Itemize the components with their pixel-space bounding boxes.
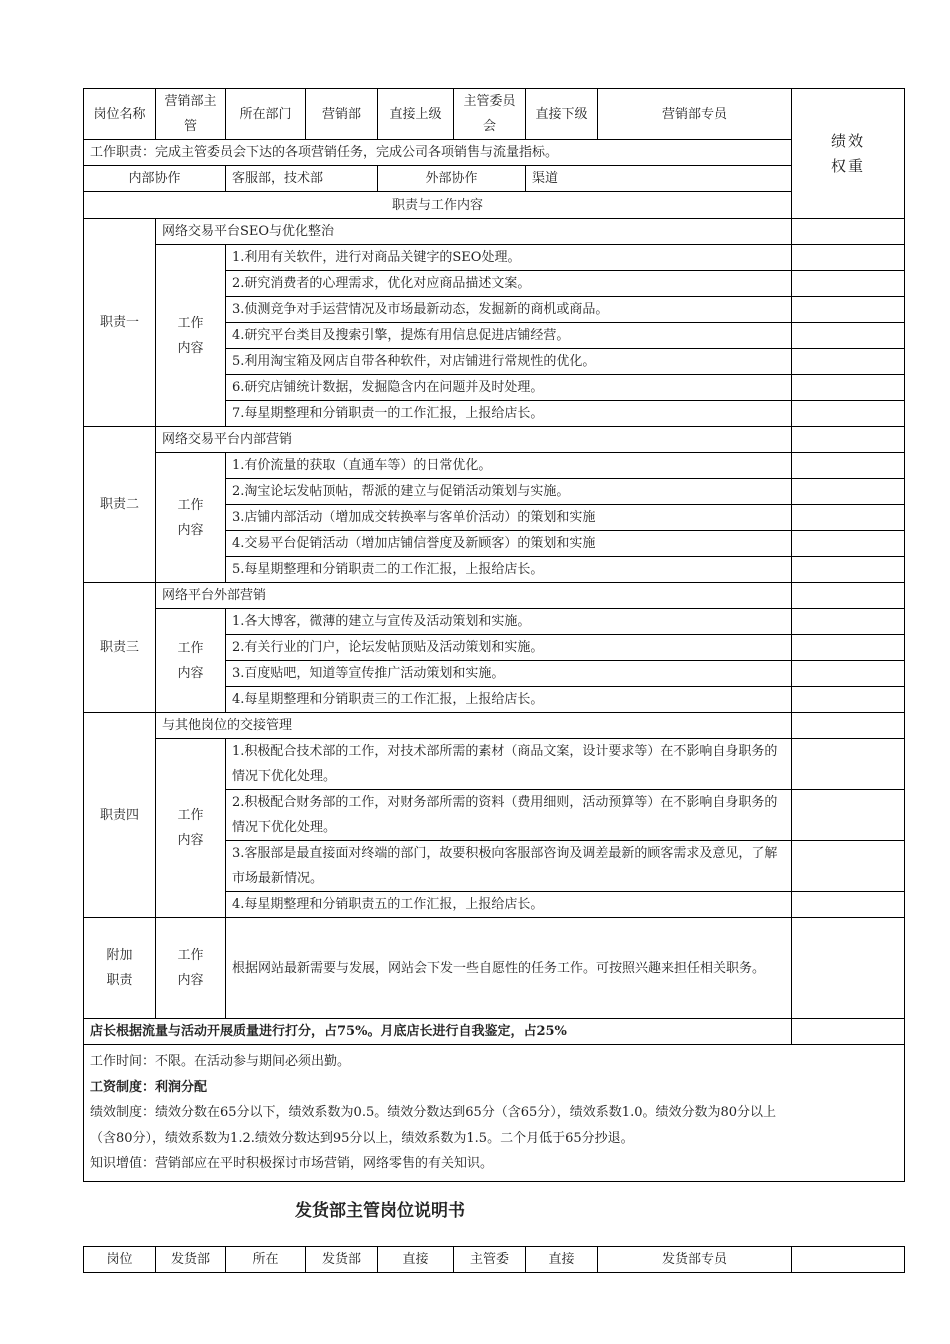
- weight-cell: [792, 557, 905, 583]
- weight-cell: [792, 790, 905, 841]
- weight-cell: [792, 453, 905, 479]
- weight-cell: [792, 918, 905, 1019]
- duty-summary: 工作职责：完成主管委员会下达的各项营销任务，完成公司各项销售与流量指标。: [84, 140, 792, 166]
- weight-label: 绩效 权重: [792, 89, 905, 219]
- weight-cell: [792, 271, 905, 297]
- superior-label: 直接: [378, 1247, 454, 1273]
- duty-item: 7.每星期整理和分销职责一的工作汇报，上报给店长。: [226, 401, 792, 427]
- subordinate-label: 直接: [526, 1247, 598, 1273]
- job-description-table-shipping: [83, 1246, 905, 1273]
- weight-cell: [792, 739, 905, 790]
- weight-cell: [792, 892, 905, 918]
- weight-cell: [792, 245, 905, 271]
- post-value: 营销部主管: [156, 89, 226, 140]
- external-collab-label: 外部协作: [378, 166, 526, 192]
- superior-value: 主管委: [454, 1247, 526, 1273]
- dept-label: 所在部门: [226, 89, 306, 140]
- duty-name: 职责二: [84, 427, 156, 583]
- duty-item: 4.每星期整理和分销职责五的工作汇报，上报给店长。: [226, 892, 792, 918]
- dept-value: 发货部: [306, 1247, 378, 1273]
- post-value: 发货部: [156, 1247, 226, 1273]
- duty-name: 职责一: [84, 219, 156, 427]
- duty-item: 3.侦测竞争对手运营情况及市场最新动态，发掘新的商机或商品。: [226, 297, 792, 323]
- weight-cell: [792, 1019, 905, 1045]
- post-label: 岗位: [84, 1247, 156, 1273]
- subordinate-value: 营销部专员: [598, 89, 792, 140]
- work-content-label: 工作 内容: [156, 739, 226, 918]
- duty-item: 2.有关行业的门户，论坛发帖顶贴及活动策划和实施。: [226, 635, 792, 661]
- salary-system: 工资制度：利润分配: [90, 1079, 208, 1095]
- extra-work-label: 工作 内容: [156, 918, 226, 1019]
- duty-item: 3.店铺内部活动（增加成交转换率与客单价活动）的策划和实施: [226, 505, 792, 531]
- superior-label: 直接上级: [378, 89, 454, 140]
- weight-cell: [792, 661, 905, 687]
- dept-label: 所在: [226, 1247, 306, 1273]
- duty-item: 2.积极配合财务部的工作，对财务部所需的资料（费用细则，活动预算等）在不影响自身职务的情况下优化处理。: [226, 790, 792, 841]
- weight-cell: [792, 1247, 905, 1273]
- duty-item: 6.研究店铺统计数据，发掘隐含内在问题并及时处理。: [226, 375, 792, 401]
- duty-item: 1.有价流量的获取（直通车等）的日常优化。: [226, 453, 792, 479]
- extra-duty-content: 根据网站最新需要与发展，网站会下发一些自愿性的任务工作。可按照兴趣来担任相关职务。: [226, 918, 792, 1019]
- duty-name: 职责四: [84, 713, 156, 918]
- scoring-rule: 店长根据流量与活动开展质量进行打分，占75%。月底店长进行自我鉴定，占25%: [84, 1019, 792, 1045]
- work-content-label: 工作 内容: [156, 245, 226, 427]
- weight-cell: [792, 505, 905, 531]
- weight-cell: [792, 323, 905, 349]
- duty-item: 5.利用淘宝箱及网店自带各种软件，对店铺进行常规性的优化。: [226, 349, 792, 375]
- weight-cell: [792, 531, 905, 557]
- policy-notes: [84, 1045, 905, 1182]
- internal-collab-value: 客服部，技术部: [226, 166, 378, 192]
- duty-item: 5.每星期整理和分销职责二的工作汇报，上报给店长。: [226, 557, 792, 583]
- external-collab-value: 渠道: [526, 166, 792, 192]
- duty-item: 1.利用有关软件，进行对商品关键字的SEO处理。: [226, 245, 792, 271]
- weight-cell: [792, 609, 905, 635]
- superior-value: 主管委员会: [454, 89, 526, 140]
- duty-item: 3.百度贴吧，知道等宣传推广活动策划和实施。: [226, 661, 792, 687]
- weight-cell: [792, 635, 905, 661]
- section-title: 职责与工作内容: [84, 192, 792, 219]
- work-time: 工作时间：不限。在活动参与期间必须出勤。: [90, 1054, 351, 1069]
- knowledge-growth: 知识增值：营销部应在平时积极探讨市场营销，网络零售的有关知识。: [90, 1156, 494, 1171]
- job-description-table-marketing: [83, 88, 905, 1182]
- weight-cell: [792, 687, 905, 713]
- internal-collab-label: 内部协作: [84, 166, 226, 192]
- duty-item: 2.淘宝论坛发帖顶帖，帮派的建立与促销活动策划与实施。: [226, 479, 792, 505]
- weight-cell: [792, 479, 905, 505]
- duty-subject: 网络交易平台SEO与优化整治: [156, 219, 792, 245]
- weight-cell: [792, 713, 905, 739]
- weight-cell: [792, 349, 905, 375]
- duty-subject: 网络平台外部营销: [156, 583, 792, 609]
- weight-cell: [792, 375, 905, 401]
- work-content-label: 工作 内容: [156, 609, 226, 713]
- subordinate-value: 发货部专员: [598, 1247, 792, 1273]
- duty-item: 1.各大博客，微薄的建立与宣传及活动策划和实施。: [226, 609, 792, 635]
- duty-item: 1.积极配合技术部的工作，对技术部所需的素材（商品文案，设计要求等）在不影响自身职务的情况下优化处理。: [226, 739, 792, 790]
- dept-value: 营销部: [306, 89, 378, 140]
- duty-item: 4.每星期整理和分销职责三的工作汇报，上报给店长。: [226, 687, 792, 713]
- work-content-label: 工作 内容: [156, 453, 226, 583]
- shipping-job-title: 发货部主管岗位说明书: [295, 1201, 465, 1221]
- duty-item: 4.研究平台类目及搜索引擎，提炼有用信息促进店铺经营。: [226, 323, 792, 349]
- duty-name: 职责三: [84, 583, 156, 713]
- duty-subject: 与其他岗位的交接管理: [156, 713, 792, 739]
- weight-cell: [792, 841, 905, 892]
- extra-duty-label: 附加 职责: [84, 918, 156, 1019]
- duty-item: 3.客服部是最直接面对终端的部门，故要积极向客服部咨询及调差最新的顾客需求及意见，了解市场最新情况。: [226, 841, 792, 892]
- duty-item: 4.交易平台促销活动（增加店铺信誉度及新顾客）的策划和实施: [226, 531, 792, 557]
- weight-cell: [792, 427, 905, 453]
- weight-cell: [792, 401, 905, 427]
- post-label: 岗位名称: [84, 89, 156, 140]
- weight-cell: [792, 219, 905, 245]
- duty-item: 2.研究消费者的心理需求，优化对应商品描述文案。: [226, 271, 792, 297]
- duty-subject: 网络交易平台内部营销: [156, 427, 792, 453]
- weight-cell: [792, 297, 905, 323]
- subordinate-label: 直接下级: [526, 89, 598, 140]
- performance-system: 绩效制度：绩效分数在65分以下，绩效系数为0.5。绩效分数达到65分（含65分），绩效系数1.0。绩效分数为80分以上（含80分），绩效系数为1.2.绩效分数达到95分以上，绩效系数为1.5。二个月低于65分抄退。: [90, 1105, 777, 1146]
- weight-cell: [792, 583, 905, 609]
